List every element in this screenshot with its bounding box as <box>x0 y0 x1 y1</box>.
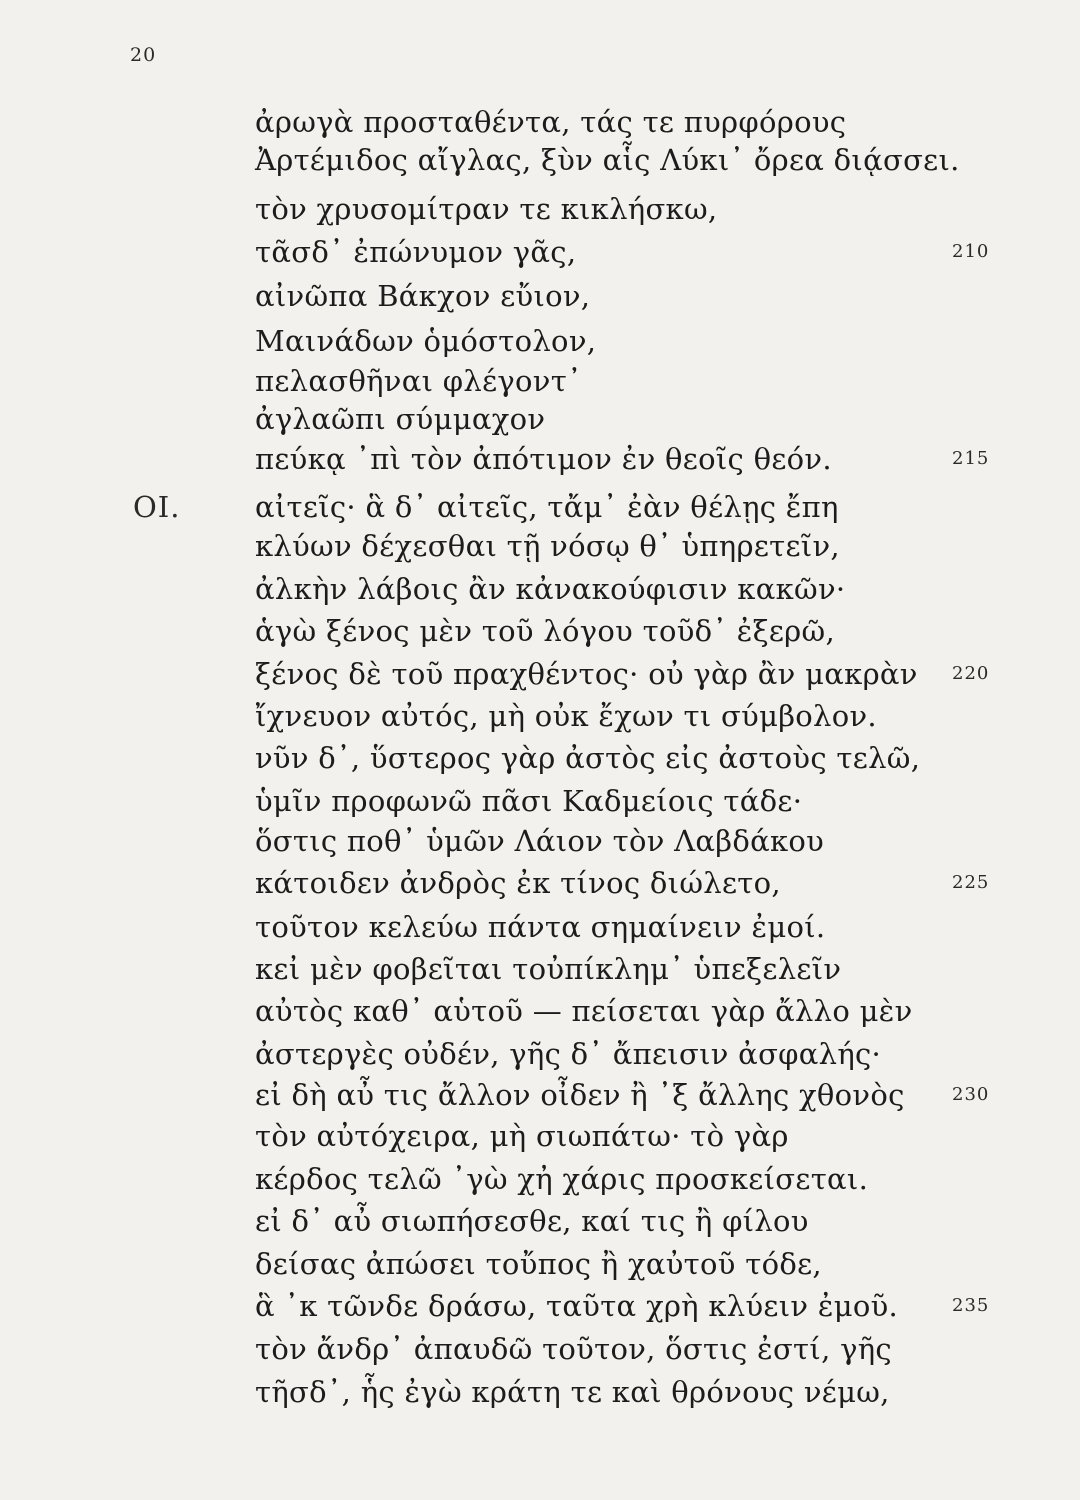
verse-line: αἰνῶπα Βάκχον εὔιον, <box>255 279 591 313</box>
verse-line: τοῦτον κελεύω πάντα σημαίνειν ἐμοί. <box>255 910 826 944</box>
verse-line: τὸν αὐτόχειρα, μὴ σιωπάτω· τὸ γὰρ <box>255 1119 789 1153</box>
verse-line: ὑμῖν προφωνῶ πᾶσι Καδμείοις τάδε· <box>255 784 803 818</box>
line-number: 230 <box>952 1084 990 1105</box>
line-number: 235 <box>952 1295 990 1316</box>
verse-line: νῦν δ᾽, ὕστερος γὰρ ἀστὸς εἰς ἀστοὺς τελῶ, <box>255 741 921 775</box>
verse-line: κέρδος τελῶ ᾽γὼ χἠ χάρις προσκείσεται. <box>255 1162 869 1196</box>
verse-line: τᾶσδ᾽ ἐπώνυμον γᾶς, <box>255 235 577 269</box>
verse-line: αἰτεῖς· ἃ δ᾽ αἰτεῖς, τἄμ᾽ ἐὰν θέλῃς ἔπη <box>255 490 839 524</box>
line-number: 215 <box>952 448 990 469</box>
speaker-label: OI. <box>133 490 181 524</box>
verse-line: ἀλκὴν λάβοις ἂν κἀνακούφισιν κακῶν· <box>255 572 846 606</box>
verse-line: αὐτὸς καθ᾽ αὑτοῦ — πείσεται γὰρ ἄλλο μὲν <box>255 994 913 1028</box>
line-number: 225 <box>952 872 990 893</box>
line-number: 220 <box>952 663 990 684</box>
page-number: 20 <box>130 44 157 66</box>
verse-line: ξένος δὲ τοῦ πραχθέντος· οὐ γὰρ ἂν μακρὰν <box>255 657 918 691</box>
verse-line: Μαινάδων ὁμόστολον, <box>255 324 597 358</box>
verse-line: πελασθῆναι φλέγοντ᾽ <box>255 364 582 398</box>
verse-line: δείσας ἀπώσει τοὔπος ἢ χαὐτοῦ τόδε, <box>255 1247 822 1281</box>
verse-line: ἀστεργὲς οὐδέν, γῆς δ᾽ ἄπεισιν ἀσφαλής· <box>255 1037 882 1071</box>
verse-line: Ἀρτέμιδος αἴγλας, ξὺν αἷς Λύκι᾽ ὄρεα διᾴσσει. <box>255 143 960 177</box>
line-number: 210 <box>952 241 990 262</box>
verse-line: εἰ δ᾽ αὖ σιωπήσεσθε, καί τις ἢ φίλου <box>255 1204 809 1238</box>
verse-line: ἀρωγὰ προσταθέντα, τάς τε πυρφόρους <box>255 105 847 139</box>
verse-line: ἀγλαῶπι σύμμαχον <box>255 402 546 436</box>
verse-line: ἴχνευον αὐτός, μὴ οὐκ ἔχων τι σύμβολον. <box>255 699 877 733</box>
verse-line: τὸν χρυσομίτραν τε κικλήσκω, <box>255 192 718 226</box>
verse-line: κεἰ μὲν φοβεῖται τοὐπίκλημ᾽ ὑπεξελεῖν <box>255 952 842 986</box>
verse-line: κάτοιδεν ἀνδρὸς ἐκ τίνος διώλετο, <box>255 866 781 900</box>
verse-line: τῆσδ᾽, ἧς ἐγὼ κράτη τε καὶ θρόνους νέμω, <box>255 1375 890 1409</box>
verse-line: ἃ ᾽κ τῶνδε δράσω, ταῦτα χρὴ κλύειν ἐμοῦ. <box>255 1289 899 1323</box>
verse-line: ὅστις ποθ᾽ ὑμῶν Λάιον τὸν Λαβδάκου <box>255 824 825 858</box>
verse-line: τὸν ἄνδρ᾽ ἀπαυδῶ τοῦτον, ὅστις ἐστί, γῆς <box>255 1332 892 1366</box>
verse-line: ἁγὼ ξένος μὲν τοῦ λόγου τοῦδ᾽ ἐξερῶ, <box>255 614 835 648</box>
verse-line: κλύων δέχεσθαι τῇ νόσῳ θ᾽ ὑπηρετεῖν, <box>255 529 840 563</box>
verse-line: εἰ δὴ αὖ τις ἄλλον οἶδεν ἢ ᾽ξ ἄλλης χθονὸς <box>255 1078 905 1112</box>
verse-line: πεύκᾳ ᾽πὶ τὸν ἀπότιμον ἐν θεοῖς θεόν. <box>255 442 832 476</box>
